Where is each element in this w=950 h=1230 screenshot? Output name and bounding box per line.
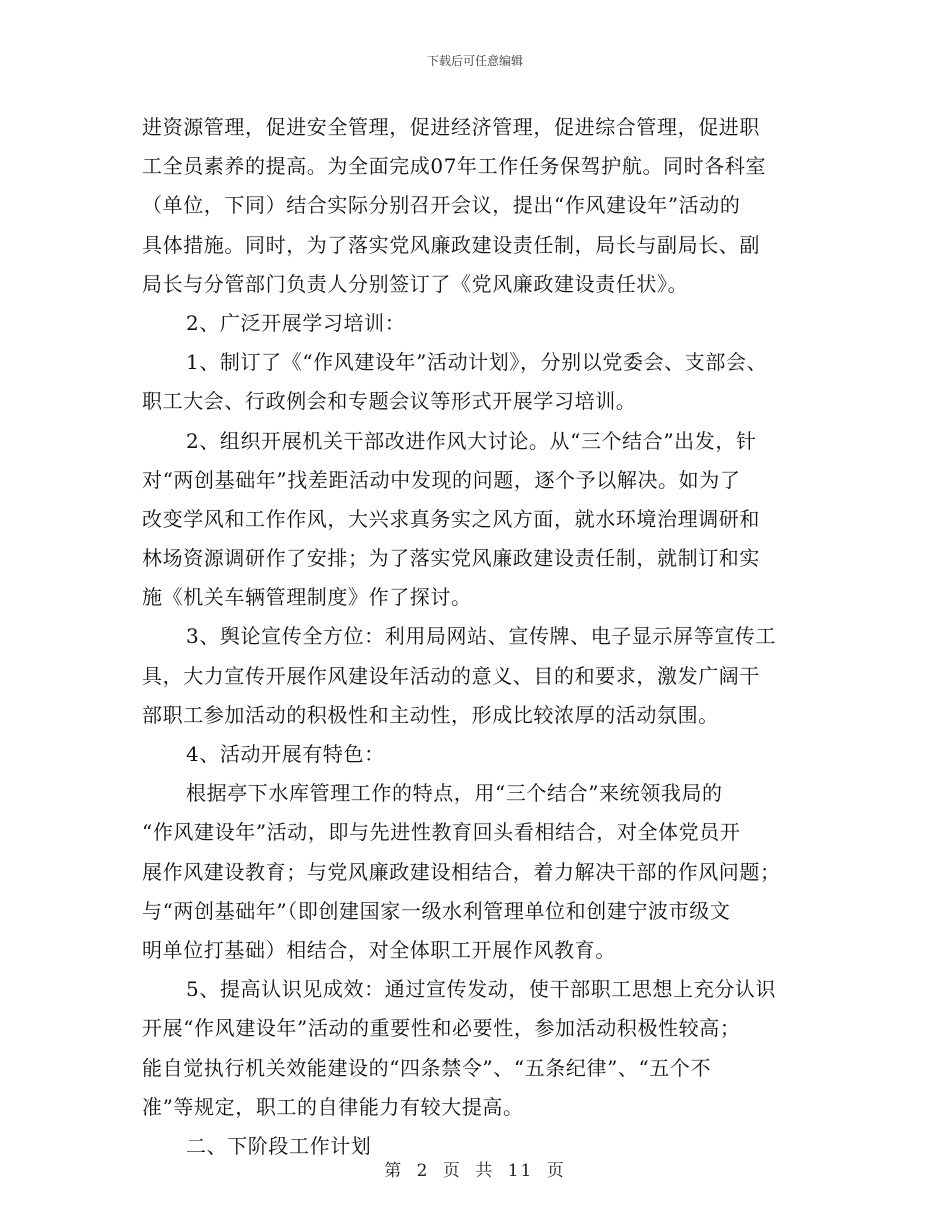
text-line: 职工大会、行政例会和专题会议等形式开展学习培训。 xyxy=(142,389,637,414)
text-line: 3、舆论宣传全方位：利用局网站、宣传牌、电子显示屏等宣传工 xyxy=(186,624,777,649)
page-header: 下载后可任意编辑 xyxy=(426,54,523,68)
text-line: 2、广泛开展学习培训： xyxy=(186,310,406,335)
text-line: 5、提高认识见成效：通过宣传发动，使干部职工思想上充分认识 xyxy=(186,977,777,1002)
text-line: “作风建设年”活动，即与先进性教育回头看相结合，对全体党员开 xyxy=(142,820,741,845)
text-line: 准”等规定，职工的自律能力有较大提高。 xyxy=(142,1094,524,1119)
text-line: 进资源管理，促进安全管理，促进经济管理，促进综合管理，促进职 xyxy=(142,115,760,139)
text-line: 根据亭下水库管理工作的特点，用“三个结合”来统领我局的 xyxy=(186,781,723,806)
text-line: 2、组织开展机关干部改进作风大讨论。从“三个结合”出发，针 xyxy=(186,428,757,453)
page-footer: 第 2 页 共 11 页 xyxy=(384,1161,566,1181)
text-line: 4、活动开展有特色： xyxy=(186,742,385,766)
text-line: （单位，下同）结合实际分别召开会议，提出“作风建设年”活动的 xyxy=(142,193,741,218)
text-line: 局长与分管部门负责人分别签订了《党风廉政建设责任状》。 xyxy=(142,271,689,296)
text-line: 能自觉执行机关效能建设的“四条禁令”、“五条纪律”、“五个不 xyxy=(142,1055,712,1080)
text-line: 部职工参加活动的积极性和主动性，形成比较浓厚的活动氛围。 xyxy=(142,702,719,727)
text-line: 与“两创基础年”（即创建国家一级水利管理单位和创建宁波市级文 xyxy=(142,898,731,923)
text-line: 二、下阶段工作计划 xyxy=(186,1133,372,1158)
text-line: 明单位打基础）相结合，对全体职工开展作风教育。 xyxy=(142,937,616,962)
text-line: 开展“作风建设年”活动的重要性和必要性，参加活动积极性较高； xyxy=(142,1016,741,1041)
text-line: 1、制订了《“作风建设年”活动计划》，分别以党委会、支部会、 xyxy=(186,350,768,375)
document-body xyxy=(142,108,822,1166)
text-line: 展作风建设教育；与党风廉政建设相结合，着力解决干部的作风问题； xyxy=(142,859,781,884)
text-line: 改变学风和工作作风，大兴求真务实之风方面，就水环境治理调研和 xyxy=(142,506,760,531)
text-line: 对“两创基础年”找差距活动中发现的问题，逐个予以解决。如为了 xyxy=(142,467,741,492)
text-line: 工全员素养的提高。为全面完成07年工作任务保驾护航。同时各科室 xyxy=(142,154,767,179)
text-line: 施《机关车辆管理制度》作了探讨。 xyxy=(142,585,472,610)
text-line: 林场资源调研作了安排；为了落实党风廉政建设责任制，就制订和实 xyxy=(142,546,760,571)
text-line: 具体措施。同时，为了落实党风廉政建设责任制，局长与副局长、副 xyxy=(142,232,760,257)
text-line: 具，大力宣传开展作风建设年活动的意义、目的和要求，激发广阔干 xyxy=(142,663,760,688)
